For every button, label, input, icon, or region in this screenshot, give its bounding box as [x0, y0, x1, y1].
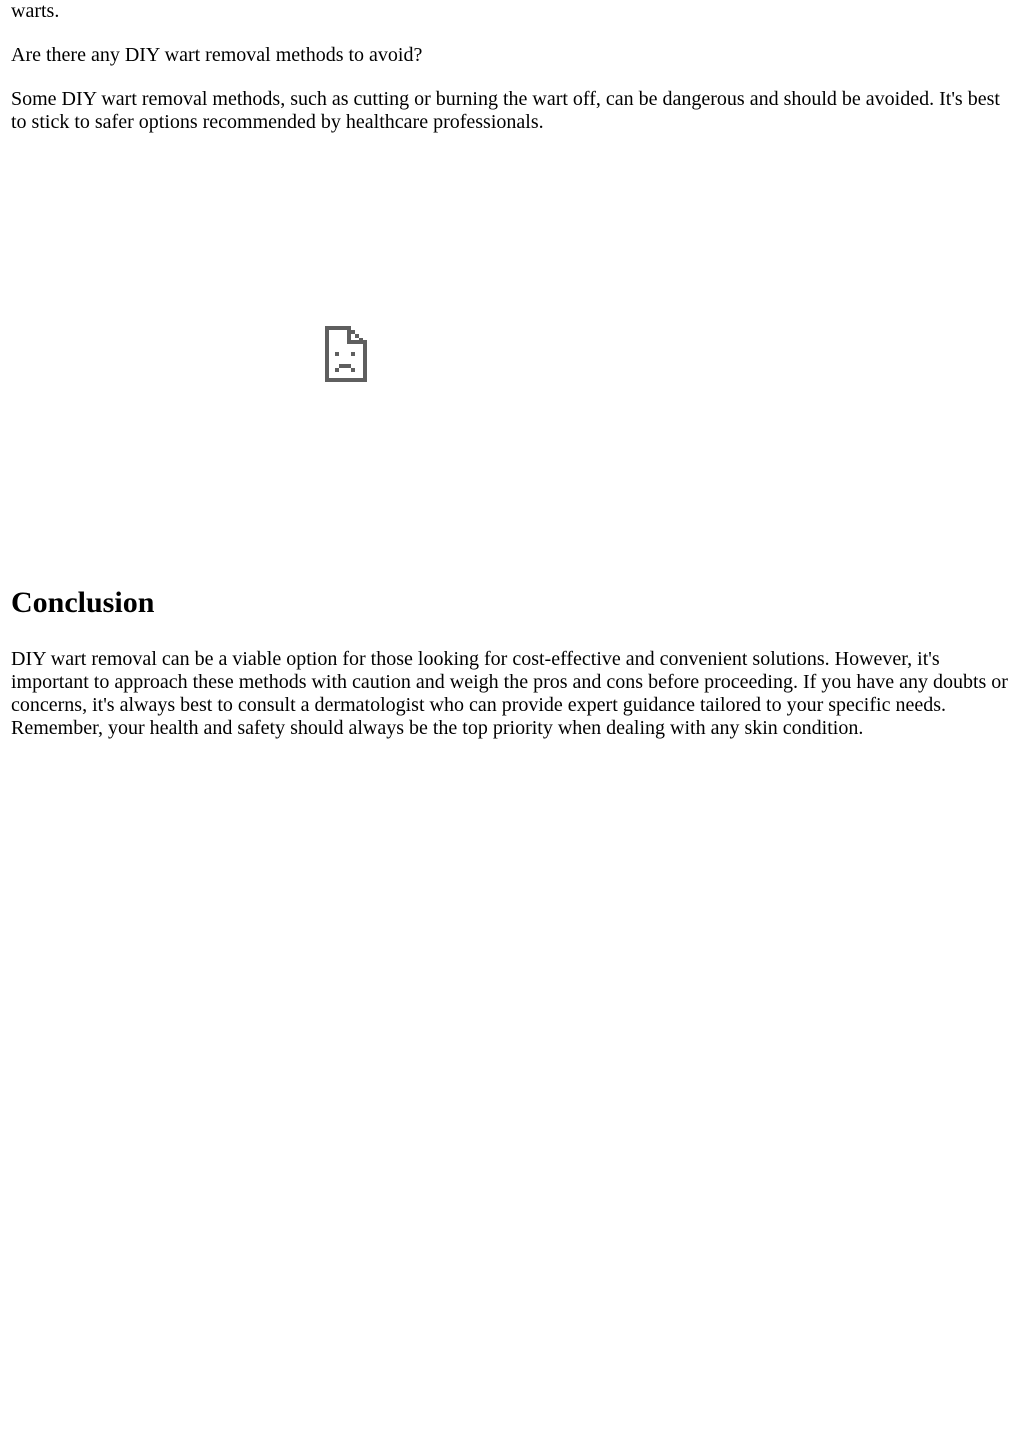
conclusion-heading: Conclusion — [11, 586, 155, 619]
faq-answer: Some DIY wart removal methods, such as cutting or burning the wart off, can be dangerous and should be avoided. It's best to stick to safer options recommended by healthcare professionals. — [11, 88, 1000, 133]
embedded-content-frame[interactable] — [11, 150, 683, 558]
conclusion-paragraph: DIY wart removal can be a viable option for those looking for cost-effective and convenient solutions. However, it's important to approach these methods with caution and weigh the pros and cons before proceeding. If you have any doubts or concerns, it's always best to consult a dermatologist who can provide expert guidance tailored to your specific needs. Remember, your health and safety should always be the top priority when dealing with any skin condition. — [11, 648, 1008, 739]
paragraph-fragment: warts. — [11, 0, 60, 22]
faq-question: Are there any DIY wart removal methods to avoid? — [11, 44, 423, 66]
broken-document-icon — [325, 326, 367, 382]
